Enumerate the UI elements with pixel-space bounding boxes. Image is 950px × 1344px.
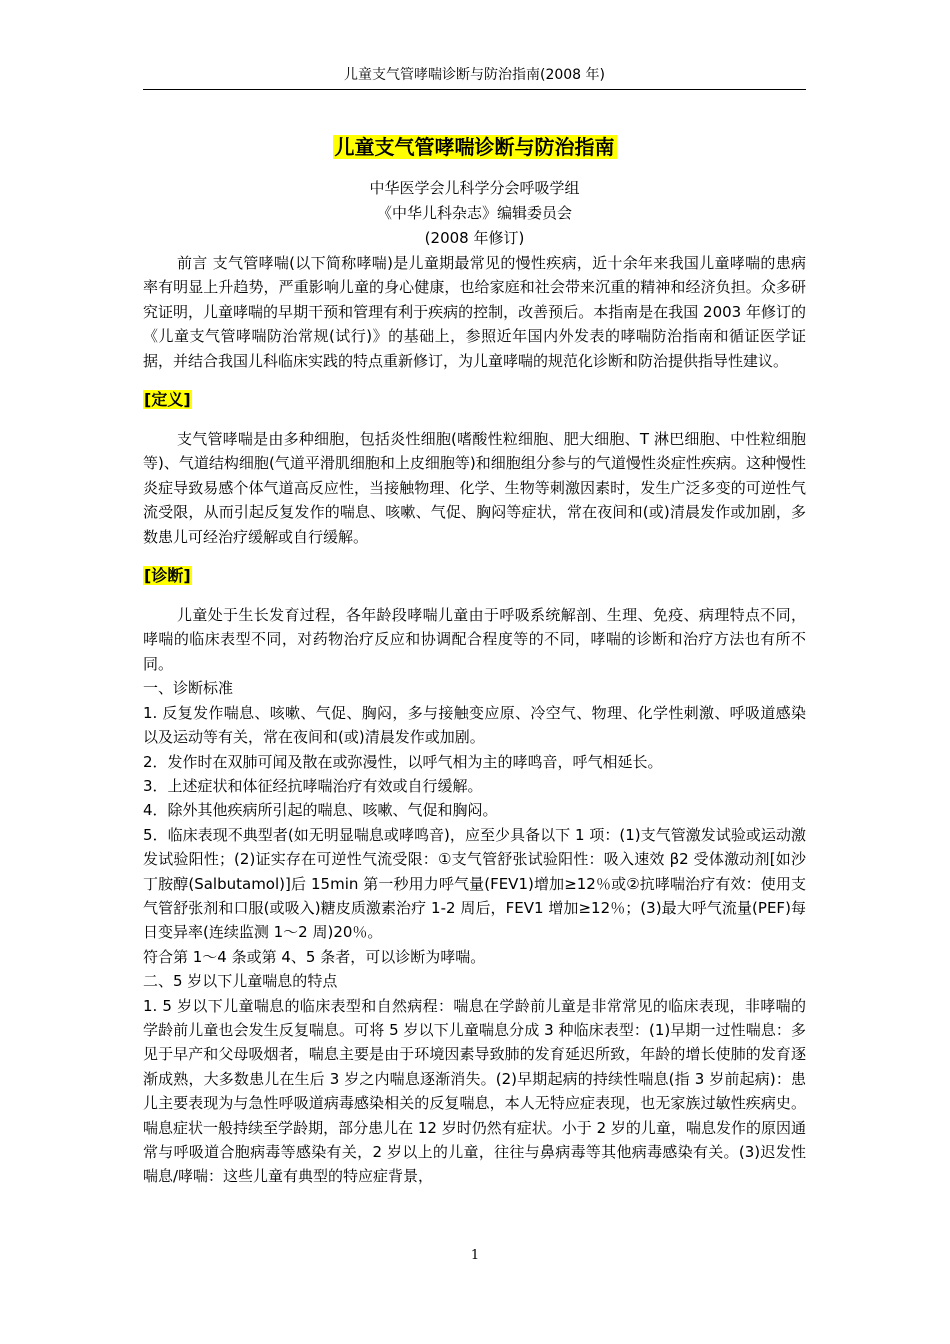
byline-society: 中华医学会儿科学分会呼吸学组	[369, 179, 580, 197]
definition-paragraph: 支气管哮喘是由多种细胞，包括炎性细胞(嗜酸性粒细胞、肥大细胞、T 淋巴细胞、中性粒细胞等)、气道结构细胞(气道平滑肌细胞和上皮细胞等)和细胞组分参与的气道慢性炎症性疾病。这种慢性炎症导致易感个体气道高反应性，当接触物理、化学、生物等刺激因素时，发生广泛多变的可逆性气流受限，从而引起反复发作的喘息、咳嗽、气促、胸闷等症状，常在夜间和(或)清晨发作或加剧，多数患儿可经治疗缓解或自行缓解。	[143, 430, 806, 546]
document-title-text: 儿童支气管哮喘诊断与防治指南	[334, 135, 615, 159]
diagnosis-heading	[143, 563, 806, 589]
header-rule	[143, 89, 806, 90]
criteria-item-1: 1. 反复发作喘息、咳嗽、气促、胸闷，多与接触变应原、冷空气、物理、化学性刺激、呼吸道感染以及运动等有关，常在夜间和(或)清晨发作或加剧。	[143, 703, 806, 747]
definition-heading-text: [定义]	[144, 390, 191, 410]
byline-journal: 《中华儿科杂志》编辑委员会	[376, 204, 572, 222]
criteria-item-4: 4．除外其他疾病所引起的喘息、咳嗽、气促和胸闷。	[143, 801, 498, 820]
definition-heading	[143, 387, 806, 413]
byline-revision: (2008 年修订)	[424, 229, 525, 247]
page-content	[143, 132, 806, 1189]
document-title	[143, 132, 806, 162]
diagnosis-intro-paragraph: 儿童处于生长发育过程，各年龄段哮喘儿童由于呼吸系统解剖、生理、免疫、病理特点不同，哮喘的临床表型不同，对药物治疗反应和协调配合程度等的不同，哮喘的诊断和治疗方法也有所不同。	[143, 606, 806, 673]
under5-heading: 二、5 岁以下儿童喘息的特点	[143, 972, 338, 991]
criteria-item-2: 2．发作时在双肺可闻及散在或弥漫性，以呼气相为主的哮鸣音，呼气相延长。	[143, 752, 663, 771]
criteria-item-5: 5．临床表现不典型者(如无明显喘息或哮鸣音)，应至少具备以下 1 项：(1)支气管激发试验或运动激发试验阳性；(2)证实存在可逆性气流受限：①支气管舒张试验阳性：吸入速效 β2 受体激动剂[如沙丁胺醇(Salbutamol)]后 15min 第一秒用力呼气量(FEV1)增加≥12％或②抗哮喘治疗有效：使用支气管舒张剂和口服(或吸入)糖皮质激素治疗 1-2 周后，FEV1 增加≥12％；(3)最大呼气流量(PEF)每日变异率(连续监测 1～2 周)20％。	[143, 825, 806, 942]
running-header: 儿童支气管哮喘诊断与防治指南(2008 年)	[343, 67, 605, 83]
preface-paragraph: 前言 支气管哮喘(以下简称哮喘)是儿童期最常见的慢性疾病，近十余年来我国儿童哮喘的患病率有明显上升趋势，严重影响儿童的身心健康，也给家庭和社会带来沉重的精神和经济负担。众多研究证明，儿童哮喘的早期干预和管理有利于疾病的控制，改善预后。本指南是在我国 2003 年修订的《儿童支气管哮喘防治常规(试行)》的基础上，参照近年国内外发表的哮喘防治指南和循证医学证据，并结合我国儿科临床实践的特点重新修订，为儿童哮喘的规范化诊断和防治提供指导性建议。	[143, 254, 806, 370]
criteria-heading: 一、诊断标准	[143, 679, 234, 698]
diagnosis-heading-text: [诊断]	[144, 566, 191, 586]
criteria-item-3: 3．上述症状和体征经抗哮喘治疗有效或自行缓解。	[143, 776, 483, 795]
criteria-conclusion: 符合第 1～4 条或第 4、5 条者，可以诊断为哮喘。	[143, 947, 486, 966]
under5-item-1: 1. 5 岁以下儿童喘息的临床表型和自然病程：喘息在学龄前儿童是非常常见的临床表现，非哮喘的学龄前儿童也会发生反复喘息。可将 5 岁以下儿童喘息分成 3 种临床表型：(1)早期一过性喘息：多见于早产和父母吸烟者，喘息主要是由于环境因素导致肺的发育延迟所致，年龄的增长使肺的发育逐渐成熟，大多数患儿在生后 3 岁之内喘息逐渐消失。(2)早期起病的持续性喘息(指 3 岁前起病)：患儿主要表现为与急性呼吸道病毒感染相关的反复喘息，本人无特应症表现，也无家族过敏性疾病史。喘息症状一般持续至学龄期，部分患儿在 12 岁时仍然有症状。小于 2 岁的儿童，喘息发作的原因通常与呼吸道合胞病毒等感染有关，2 岁以上的儿童，往往与鼻病毒等其他病毒感染有关。(3)迟发性喘息/哮喘：这些儿童有典型的特应症背景，	[143, 996, 806, 1186]
page-number: 1	[470, 1248, 480, 1263]
